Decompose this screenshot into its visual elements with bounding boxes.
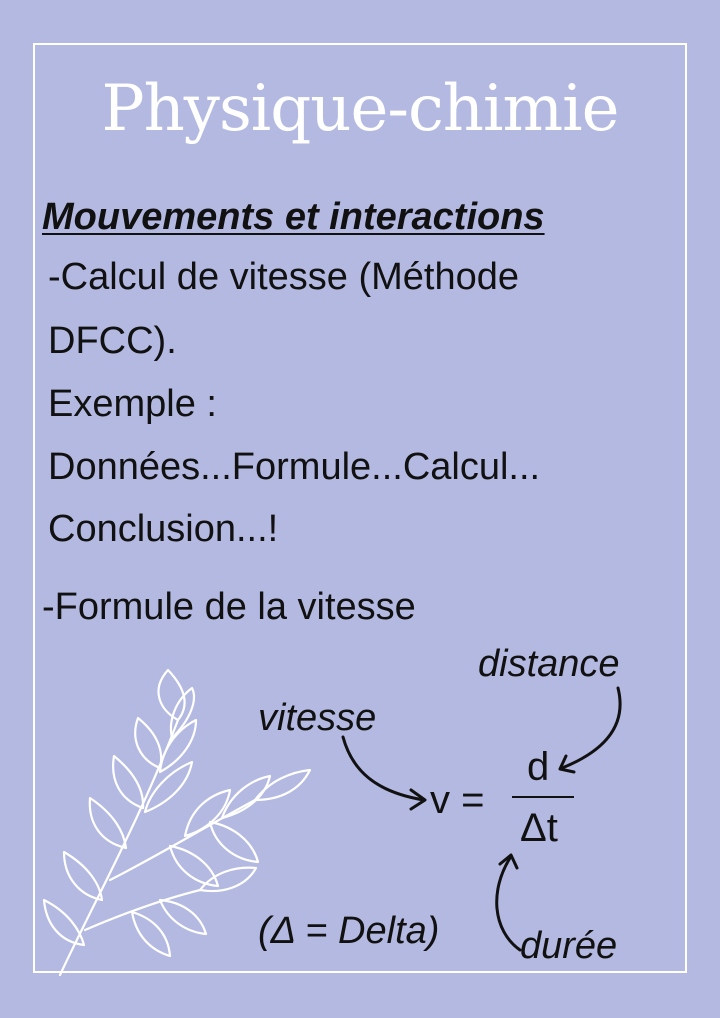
fraction-denominator: Δt: [520, 806, 558, 850]
text-line-2: DFCC).: [48, 320, 177, 362]
delta-note: (Δ = Delta): [258, 910, 440, 952]
vitesse-label: vitesse: [258, 697, 377, 739]
distance-label: distance: [478, 643, 620, 685]
text-line-5: Conclusion...!: [48, 508, 279, 550]
page-title: Physique-chimie: [101, 72, 619, 146]
section-heading: Mouvements et interactions: [42, 196, 545, 238]
formula-heading: -Formule de la vitesse: [42, 586, 416, 628]
text-line-4: Données...Formule...Calcul...: [48, 446, 541, 488]
duree-label: durée: [520, 925, 618, 967]
text-line-3: Exemple :: [48, 383, 217, 425]
text-line-1: -Calcul de vitesse (Méthode: [48, 256, 519, 298]
fraction-numerator: d: [527, 745, 550, 789]
velocity-symbol: v =: [430, 778, 485, 822]
